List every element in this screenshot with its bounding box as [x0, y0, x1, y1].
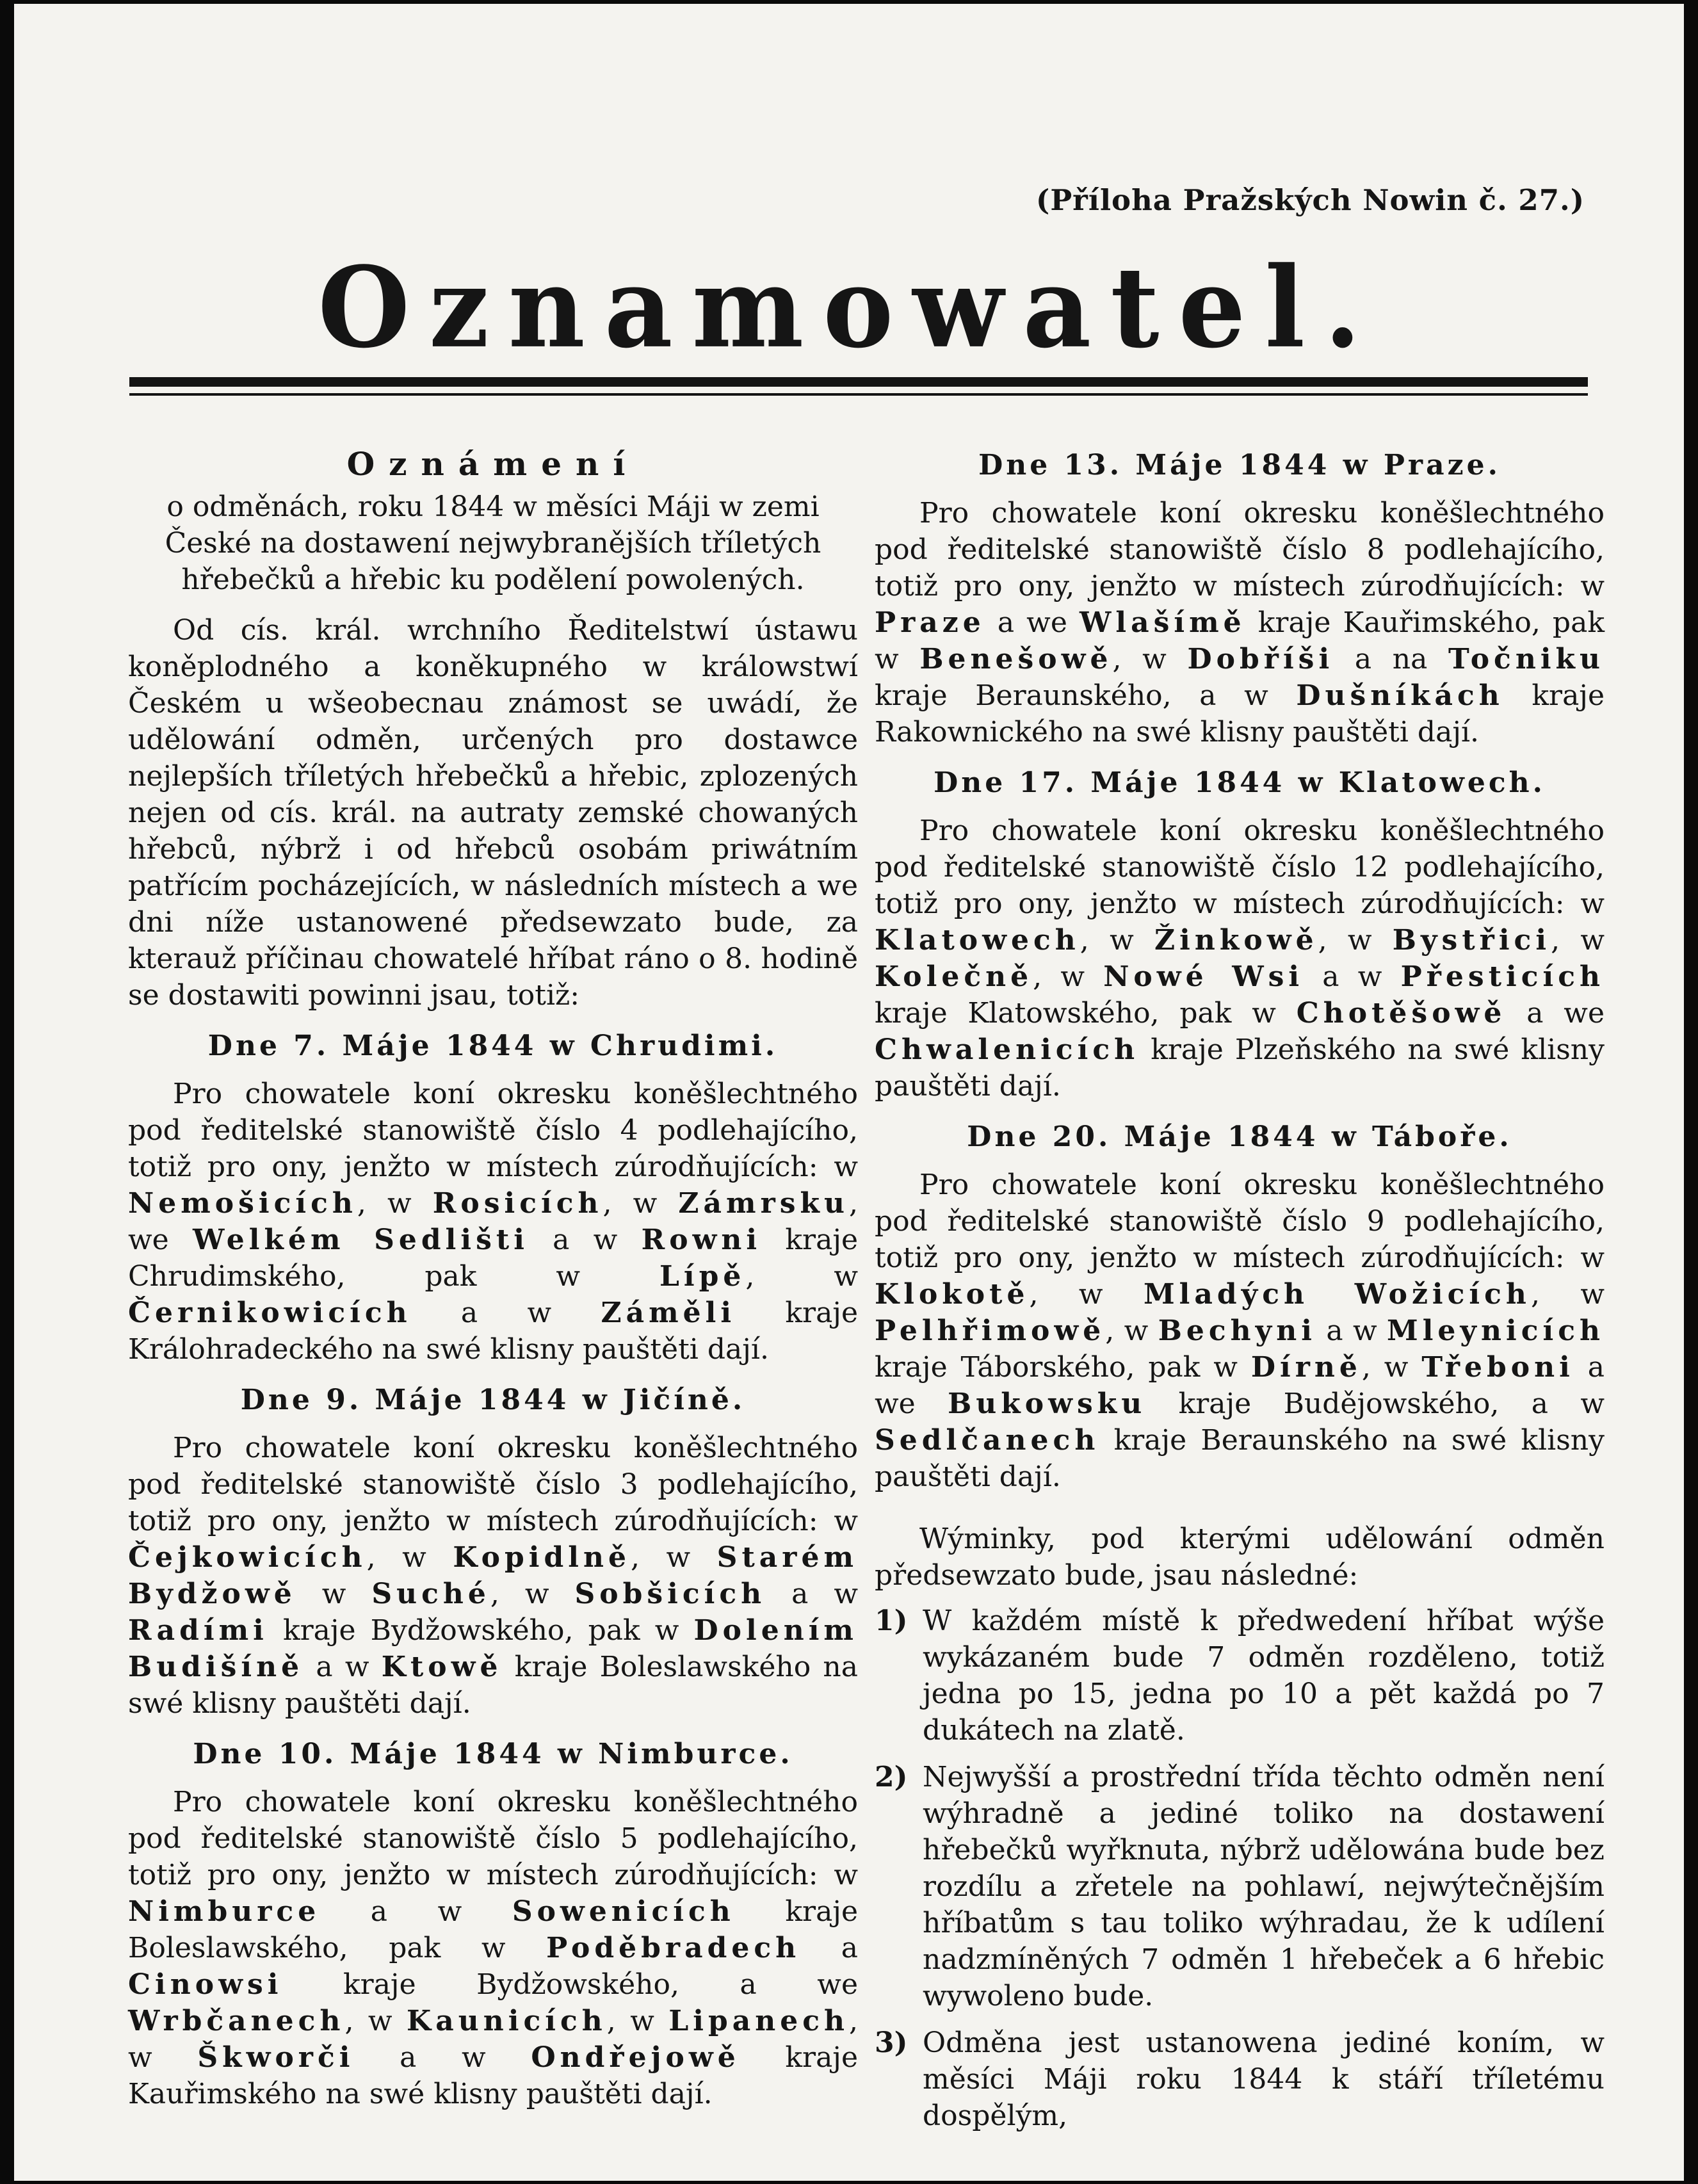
masthead-rule-thin	[129, 393, 1588, 396]
list-item: 1) W každém místě k předwedení hříbat wýše wykázaném bude 7 odměn rozděleno, totiž jedna po 15, jedna po 10 a pět každá po 7 dukátech na zlatě.	[875, 1605, 1605, 1747]
date-chrudim: Dne 7. Máje 1844 w Chrudimi.	[207, 1030, 779, 1062]
paragraph-tabor: Pro chowatele koní okresku koněšlechtného pod ředitelské stanowiště číslo 9 podlehajícího, totiž pro ony, jenžto w místech zúrodňujících: w Klokotě, w Mladých Wožicích, w Pelhřimowě, w Bechyni a w Mleynicích kraje Táborského, pak w Dírně, w Třeboni a we Bukowsku kraje Budějowského, a w Sedlčanech kraje Beraunského na swé klisny pauštěti dají.	[875, 1169, 1605, 1493]
date-tabor: Dne 20. Máje 1844 w Táboře.	[967, 1120, 1512, 1153]
intro-paragraph: Od cís. král. wrchního Ředitelstwí ústawu koněplodného a koněkupného w králowstwí Českém u wšeobecnau známost se uwádí, že udělowání odměn, určených pro dostawce nejlepších tříletých hřebečků a hřebic, zplozených nejen od cís. král. na autraty zemské chowaných hřebců, nýbrž i od hřebců osobám priwátním patřícím pocházejících, w následních místech a we dni níže ustanowené předsewzato bude, za kterauž příčinau chowatelé hříbat ráno o 8. hodině se dostawiti powinni jsau, totiž:	[128, 614, 858, 1012]
date-praha: Dne 13. Máje 1844 w Praze.	[978, 449, 1501, 481]
date-jicin: Dne 9. Máje 1844 w Jičíně.	[240, 1384, 746, 1416]
left-column	[128, 433, 858, 2112]
announcement-subtitle: o odměnách, roku 1844 w měsíci Máji w zemi České na dostawení nejwybranějších tříletých hřebečků a hřebic ku podělení powolených.	[165, 490, 821, 596]
paragraph-klatovy: Pro chowatele koní okresku koněšlechtného pod ředitelské stanowiště číslo 12 podlehajícího, totiž pro ony, jenžto w místech zúrodňujících: w Klatowech, w Žinkowě, w Bystřici, w Kolečně, w Nowé Wsi a w Přesticích kraje Klatowského, pak w Chotěšowě a we Chwalenicích kraje Plzeňského na swé klisny pauštěti dají.	[875, 814, 1605, 1103]
paragraph-praha: Pro chowatele koní okresku koněšlechtného pod ředitelské stanowiště číslo 8 podlehajícího, totiž pro ony, jenžto w místech zúrodňujících: w Praze a we Wlašímě kraje Kauřimského, pak w Benešowě, w Dobříši a na Točniku kraje Beraunského, a w Dušníkách kraje Rakownického na swé klisny pauštěti dají.	[875, 497, 1605, 748]
masthead-title: Oznamowatel.	[318, 242, 1380, 373]
masthead-rule-thick	[129, 377, 1588, 387]
conditions-intro: Wýminky, pod kterými udělowání odměn předsewzato bude, jsau následné:	[875, 1523, 1605, 1592]
announcement-heading: Oznámení	[346, 445, 640, 483]
supplement-note: (Příloha Pražských Nowin č. 27.)	[1036, 183, 1585, 217]
paragraph-chrudim: Pro chowatele koní okresku koněšlechtného pod ředitelské stanowiště číslo 4 podlehajícího, totiž pro ony, jenžto w místech zúrodňujících: w Nemošicích, w Rosicích, w Zámrsku, we Welkém Sedlišti a w Rowni kraje Chrudimského, pak w Lípě, w Černikowicích a w Záměli kraje Králohradeckého na swé klisny pauštěti dají.	[128, 1078, 859, 1366]
right-column	[875, 433, 1605, 2144]
date-nimburk: Dne 10. Máje 1844 w Nimburce.	[193, 1738, 793, 1770]
list-item: 2) Nejwyšší a prostřední třída těchto odměn není wýhradně a jediné toliko na dostawení hřebečků wyřknuta, nýbrž udělowána bude bez rozdílu a zřetele na pohlawí, nejwýtečnějším hříbatům s tau toliko wýhradau, že k udílení nadzmíněných 7 odměn 1 hřebeček a 6 hřebic wywoleno bude.	[875, 1761, 1605, 2012]
paragraph-nimburk: Pro chowatele koní okresku koněšlechtného pod ředitelské stanowiště číslo 5 podlehajícího, totiž pro ony, jenžto w místech zúrodňujících: w Nimburce a w Sowenicích kraje Boleslawského, pak w Poděbradech a Cinowsi kraje Bydžowského, a we Wrbčanech, w Kaunicích, w Lipanech, w Škworči a w Ondřejowě kraje Kauřimského na swé klisny pauštěti dají.	[128, 1786, 859, 2110]
conditions-list	[875, 1603, 1605, 2134]
date-klatovy: Dne 17. Máje 1844 w Klatowech.	[934, 766, 1546, 799]
paragraph-jicin: Pro chowatele koní okresku koněšlechtného pod ředitelské stanowiště číslo 3 podlehajícího, totiž pro ony, jenžto w místech zúrodňujících: w Čejkowicích, w Kopidlně, w Starém Bydžowě w Suché, w Sobšicích a w Radími kraje Bydžowského, pak w Dolením Budišíně a w Ktowě kraje Boleslawského na swé klisny pauštěti dají.	[128, 1432, 859, 1720]
newspaper-page	[14, 4, 1684, 2181]
list-item: 3) Odměna jest ustanowena jediné koním, w měsíci Máji roku 1844 k stáří tříletému dospělým,	[875, 2026, 1605, 2132]
